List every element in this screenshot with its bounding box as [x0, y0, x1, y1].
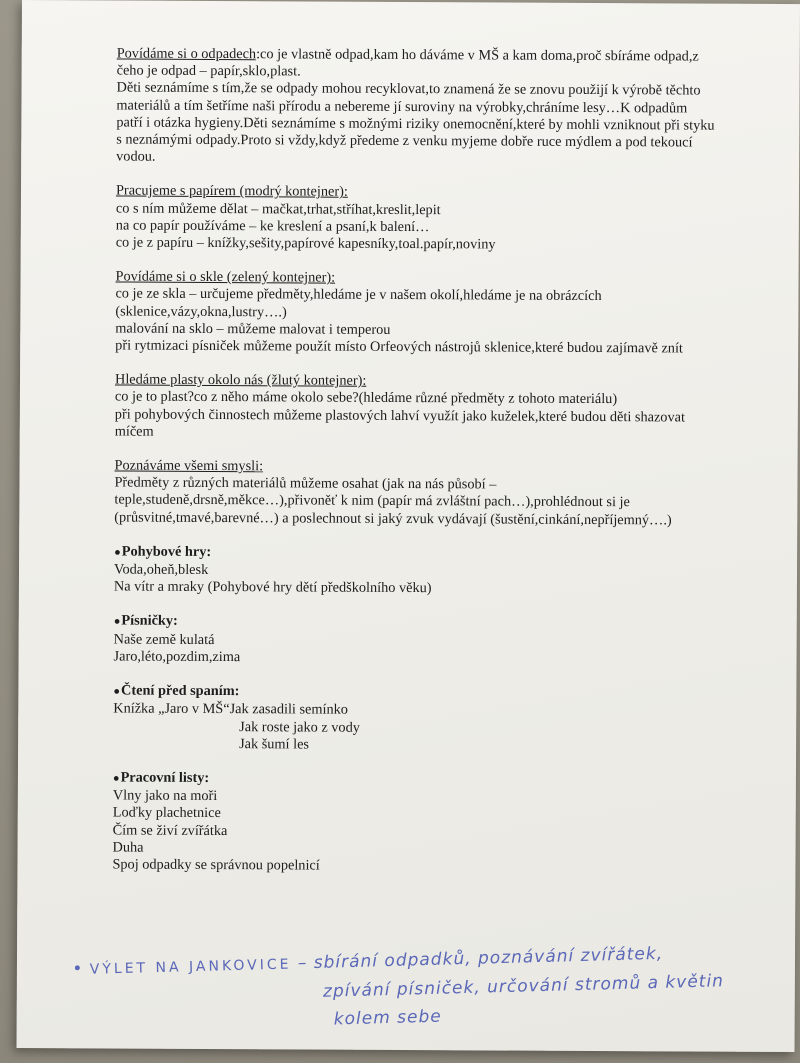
document-content	[112, 45, 716, 893]
heading-cteni: ● Čtení před spaním:	[113, 683, 713, 704]
text-line: co je to plast?co z něho máme okolo sebe?(hledáme různé předměty z tohoto materiálu)	[114, 388, 618, 408]
text-line: Spoj odpadky se správnou popelnicí	[112, 856, 320, 874]
handwritten-line-2: zpívání písniček, určování stromů a květin	[322, 971, 725, 1002]
text-line-indented: Jak šumí les	[239, 735, 310, 753]
text-line: co s ním můžeme dělat – mačkat,trhat,stříhat,kreslit,lepit	[115, 200, 441, 218]
text-line: Předměty z různých materiálů můžeme osahat (jak na nás působí – teple,studeně,drsně,měkce…),přivoněť k nim (papír má zvláštní pach…),prohlédnout si je (průsvitné,tmavé,barevné…) a poslechnout si jaký zvuk vydávají (šustění,cinkání,nepříjemný….)	[114, 474, 672, 529]
heading-smysly: Poznáváme všemi smysli:	[114, 457, 264, 475]
text-line: Naše země kulatá	[113, 631, 215, 648]
text-line: Děti seznámíme s tím,že se odpady mohou recyklovat,to znamená že se znovu použijí k výrobě těchto materiálů a tím šetříme naši přírodu a nebereme jí suroviny na výrobky,chráníme lesy…K odpadům patří i otázka hygieny.Děti seznámíme s možnými riziky onemocnění,které by mohli vzniknout při styku s neznámými odpady.Proto si vždy,když předeme z venku myjeme dobře ruce mýdlem a pod tekoucí vodou.	[116, 79, 715, 165]
text-line: malování na sklo – můžeme malovat i temperou	[115, 320, 391, 338]
text-line: co je z papíru – knížky,sešity,papírové kapesníky,toal.papír,noviny	[115, 234, 496, 253]
section-cteni	[113, 683, 713, 756]
text-line: Vlny jako na moři	[112, 787, 218, 805]
text-line: Voda,oheň,blesk	[113, 561, 209, 579]
heading-plasty: Hledáme plasty okolo nás (žlutý kontejner):	[114, 371, 367, 390]
text-line: co je ze skla – určujeme předměty,hledáme je v našem okolí,hledáme je na obrázcích (sklenice,vázy,okna,lustry….)	[115, 285, 602, 321]
heading-hry: ● Pohybové hry:	[114, 543, 714, 564]
section-smysly	[114, 458, 714, 530]
text-line: na co papír používáme – ke kreslení a psaní,k balení…	[115, 217, 430, 235]
text-odpady-intro: :co je vlastně odpad,kam ho dáváme v MŠ a kam doma,proč sbíráme odpad,z čeho je odpad – papír,sklo,plast.	[116, 46, 699, 80]
heading-pisnicky: ● Písničky:	[114, 613, 714, 634]
section-hry	[114, 543, 714, 599]
text-line: Na vítr a mraky (Pohybové hry dětí předškolního věku)	[113, 578, 432, 597]
text-line: při rytmizaci písniček můžeme použít místo Orfeových nástrojů sklenice,které budou zajímavě znít	[115, 337, 683, 357]
text-line-indented: Jak roste jako z vody	[239, 718, 360, 736]
handwritten-note	[72, 936, 794, 1040]
section-pisnicky	[114, 613, 714, 669]
section-papir	[116, 183, 716, 255]
paragraph-odpady-intro	[117, 45, 717, 83]
heading-listy: ● Pracovní listy:	[113, 769, 713, 790]
section-odpady	[116, 45, 717, 169]
section-plasty	[115, 372, 715, 444]
text-line: Loďky plachetnice	[112, 804, 221, 822]
text-line: Knížka „Jaro v MŠ“Jak zasadili semínko	[113, 700, 348, 719]
text-line: Čím se živí zvířátka	[112, 822, 228, 839]
text-line: při pohybových činnostech můžeme plastových lahví využít jako kuželek,které budou děti shazovat míčem	[114, 406, 685, 440]
handwritten-line-3: kolem sebe	[333, 1006, 442, 1030]
heading-papir: Pracujeme s papírem (modrý kontejner):	[115, 182, 348, 201]
paper-sheet	[17, 0, 800, 1052]
text-line: Jaro,léto,pozdim,zima	[113, 648, 241, 666]
section-sklo	[115, 269, 715, 358]
handwritten-line-1: • VÝLET NA JANKOVICE – sbírání odpadků, poznávání zvířátek,	[72, 943, 664, 980]
section-listy	[112, 769, 713, 876]
heading-odpady: Povídáme si o odpadech	[116, 45, 257, 63]
handwritten-text: – sbírání odpadků, poznávání zvířátek,	[297, 943, 664, 974]
heading-sklo: Povídáme si o skle (zelený kontejner):	[115, 268, 336, 286]
handwritten-lead: VÝLET NA JANKOVICE	[89, 956, 292, 978]
text-line: Duha	[112, 839, 144, 856]
